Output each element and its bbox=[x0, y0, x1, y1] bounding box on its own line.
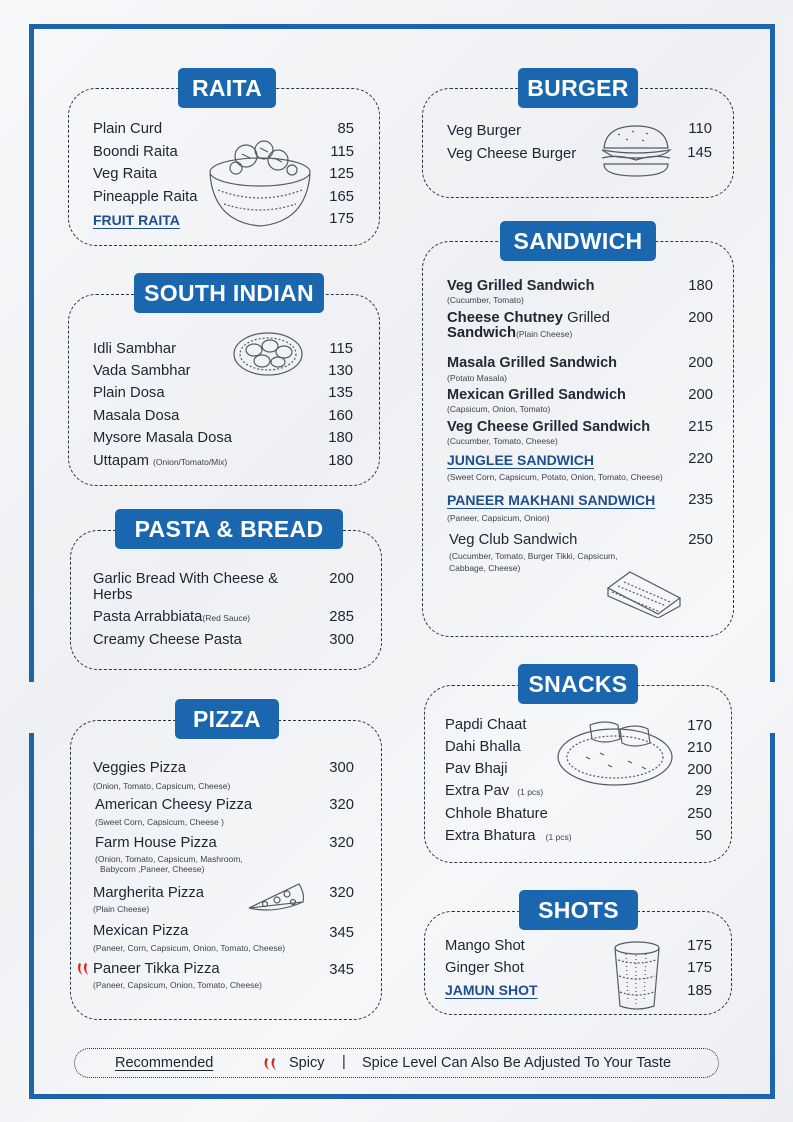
menu-item-desc: (Onion, Tomato, Capsicum, Mashroom, bbox=[95, 854, 243, 864]
menu-item-name: Veg Grilled Sandwich bbox=[447, 278, 595, 294]
menu-item-price: 170 bbox=[687, 718, 712, 734]
menu-item-name: Veg Raita bbox=[93, 166, 158, 182]
menu-item-price: 125 bbox=[329, 166, 354, 182]
menu-item-price: 110 bbox=[688, 121, 712, 137]
menu-item-name: Plain Curd bbox=[93, 121, 163, 137]
menu-item-label: Extra Bhatura bbox=[445, 828, 536, 844]
menu-item-name: Boondi Raita bbox=[93, 144, 178, 160]
menu-item-price: 285 bbox=[329, 609, 354, 625]
menu-item-name bbox=[447, 325, 572, 341]
menu-item-note: (Onion/Tomato/Mix) bbox=[153, 457, 228, 467]
menu-item-name: Veg Burger bbox=[447, 123, 522, 139]
burger-title: BURGER bbox=[518, 68, 638, 108]
menu-item-desc: (Cucumber, Tomato, Burger Tikki, Capsicum, bbox=[449, 551, 618, 561]
raita-title: RAITA bbox=[178, 68, 276, 108]
chili-icon bbox=[262, 1057, 282, 1071]
menu-item-price: 130 bbox=[328, 363, 353, 379]
menu-item-name: Masala Dosa bbox=[93, 408, 180, 424]
menu-item-name-recommended: PANEER MAKHANI SANDWICH bbox=[447, 492, 656, 508]
south-indian-title: SOUTH INDIAN bbox=[134, 273, 324, 313]
menu-item-price: 115 bbox=[330, 144, 354, 160]
menu-item-price: 200 bbox=[688, 355, 713, 371]
menu-item-price: 215 bbox=[688, 419, 713, 435]
idli-plate-icon bbox=[232, 330, 304, 378]
menu-item-price: 300 bbox=[329, 760, 354, 776]
menu-item-price: 180 bbox=[328, 453, 353, 469]
menu-item-name: Margherita Pizza bbox=[93, 885, 205, 901]
menu-item-name-recommended: FRUIT RAITA bbox=[93, 212, 180, 228]
menu-item-note: (1 pcs) bbox=[517, 787, 544, 797]
menu-item-name bbox=[445, 828, 572, 844]
menu-item-price: 50 bbox=[695, 828, 712, 844]
menu-item-price: 85 bbox=[337, 121, 354, 137]
menu-item-name: Veg Cheese Grilled Sandwich bbox=[447, 419, 651, 435]
menu-item-price: 145 bbox=[687, 145, 712, 161]
menu-item-desc: Babycorn ,Paneer, Cheese) bbox=[100, 864, 205, 874]
menu-item-name: Veg Club Sandwich bbox=[449, 532, 578, 548]
menu-item-desc: (Capsicum, Onion, Tomato) bbox=[447, 404, 551, 414]
menu-item-name: Garlic Bread With Cheese & Herbs bbox=[93, 571, 279, 603]
menu-item-label: Extra Pav bbox=[445, 783, 510, 799]
menu-item-price: 175 bbox=[329, 211, 354, 227]
menu-item-name: Mexican Pizza bbox=[93, 923, 189, 939]
menu-item-price: 345 bbox=[329, 925, 354, 941]
menu-item-label: Pasta Arrabbiata bbox=[93, 609, 203, 625]
menu-item-name: Farm House Pizza bbox=[95, 835, 217, 851]
menu-item-name bbox=[445, 783, 543, 799]
menu-item-desc: (Paneer, Capsicum, Onion, Tomato, Cheese) bbox=[93, 980, 262, 990]
menu-item-desc: (Cucumber, Tomato, Cheese) bbox=[447, 436, 558, 446]
menu-item-label: Uttapam bbox=[93, 453, 149, 469]
menu-item-price: 345 bbox=[329, 962, 354, 978]
shots-title: SHOTS bbox=[519, 890, 638, 930]
menu-item-name: Mexican Grilled Sandwich bbox=[447, 387, 626, 403]
menu-item-price: 200 bbox=[687, 762, 712, 778]
menu-item-name bbox=[447, 310, 610, 326]
menu-item-price: 200 bbox=[688, 387, 713, 403]
legend-spicy: Spicy bbox=[289, 1055, 325, 1071]
menu-item-name: Mysore Masala Dosa bbox=[93, 430, 232, 446]
menu-item-desc: (Paneer, Corn, Capsicum, Onion, Tomato, Cheese) bbox=[93, 943, 286, 953]
menu-item-price: 200 bbox=[329, 571, 354, 587]
menu-item-note: (1 pcs) bbox=[545, 832, 572, 842]
menu-item-desc: (Paneer, Capsicum, Onion) bbox=[447, 513, 550, 523]
raita-bowl-icon bbox=[206, 134, 314, 232]
menu-item-name bbox=[93, 609, 250, 625]
menu-item-desc: (Potato Masala) bbox=[447, 373, 507, 383]
menu-item-price: 175 bbox=[687, 938, 712, 954]
sandwich-title: SANDWICH bbox=[500, 221, 656, 261]
menu-item-note: (Plain Cheese) bbox=[516, 329, 573, 339]
snacks-title: SNACKS bbox=[518, 664, 638, 704]
menu-item-desc: Cabbage, Cheese) bbox=[449, 563, 521, 573]
menu-item-price: 250 bbox=[688, 532, 713, 548]
legend-separator: | bbox=[342, 1054, 346, 1070]
menu-item-name: Veg Cheese Burger bbox=[447, 146, 577, 162]
menu-item-name: Plain Dosa bbox=[93, 385, 165, 401]
burger-icon bbox=[598, 124, 674, 180]
pizza-title: PIZZA bbox=[175, 699, 279, 739]
menu-item-price: 235 bbox=[688, 492, 713, 508]
menu-item-name: Pav Bhaji bbox=[445, 761, 508, 777]
menu-item-desc: (Onion, Tomato, Capsicum, Cheese) bbox=[93, 781, 231, 791]
menu-item-name-recommended: JUNGLEE SANDWICH bbox=[447, 452, 595, 468]
shot-glass-icon bbox=[612, 940, 662, 1012]
menu-item-name: Veggies Pizza bbox=[93, 760, 186, 776]
menu-item-desc: (Sweet Corn, Capsicum, Potato, Onion, Tomato, Cheese) bbox=[447, 472, 663, 482]
menu-item-label: Cheese Chutney bbox=[447, 310, 563, 326]
menu-item-price: 250 bbox=[687, 806, 712, 822]
menu-item-label: Sandwich bbox=[447, 325, 517, 341]
menu-item-name: Ginger Shot bbox=[445, 960, 524, 976]
menu-item-price: 320 bbox=[329, 885, 354, 901]
menu-item-name: Pineapple Raita bbox=[93, 189, 198, 205]
menu-item-price: 300 bbox=[329, 632, 354, 648]
menu-item-price: 160 bbox=[328, 408, 353, 424]
menu-item-name: Creamy Cheese Pasta bbox=[93, 632, 242, 648]
menu-item-name-recommended: JAMUN SHOT bbox=[445, 982, 538, 998]
menu-item-desc: (Cucumber, Tomato) bbox=[447, 295, 524, 305]
menu-item-name: Masala Grilled Sandwich bbox=[447, 355, 618, 371]
legend-spice-note: Spice Level Can Also Be Adjusted To Your Taste bbox=[362, 1055, 672, 1071]
menu-item-price: 320 bbox=[329, 797, 354, 813]
menu-item-price: 320 bbox=[329, 835, 354, 851]
menu-item-price: 200 bbox=[688, 310, 713, 326]
menu-item-name: Chhole Bhature bbox=[445, 806, 548, 822]
menu-item-name: American Cheesy Pizza bbox=[95, 797, 253, 813]
menu-item-name bbox=[93, 453, 227, 469]
menu-item-price: 175 bbox=[687, 960, 712, 976]
menu-item-desc: (Sweet Corn, Capsicum, Cheese ) bbox=[95, 817, 224, 827]
menu-item-name: Paneer Tikka Pizza bbox=[93, 961, 220, 977]
chaat-plate-icon bbox=[556, 717, 674, 789]
sandwich-icon bbox=[604, 568, 684, 618]
legend-recommended: Recommended bbox=[115, 1055, 214, 1071]
chili-icon bbox=[76, 962, 92, 976]
menu-item-name: Idli Sambhar bbox=[93, 341, 177, 357]
menu-item-name: Dahi Bhalla bbox=[445, 739, 521, 755]
pasta-bread-title: PASTA & BREAD bbox=[115, 509, 343, 549]
menu-item-label: Grilled bbox=[567, 310, 610, 326]
pizza-slice-icon bbox=[247, 880, 307, 916]
menu-item-price: 115 bbox=[329, 341, 353, 357]
menu-item-price: 210 bbox=[687, 740, 712, 756]
menu-item-name: Vada Sambhar bbox=[93, 363, 191, 379]
menu-item-price: 180 bbox=[688, 278, 713, 294]
menu-item-note: (Red Sauce) bbox=[202, 613, 251, 623]
menu-item-price: 135 bbox=[328, 385, 353, 401]
menu-item-name: Papdi Chaat bbox=[445, 717, 527, 733]
menu-item-price: 165 bbox=[329, 189, 354, 205]
menu-item-name: Mango Shot bbox=[445, 938, 525, 954]
menu-item-desc: (Plain Cheese) bbox=[93, 904, 150, 914]
menu-item-price: 29 bbox=[695, 783, 712, 799]
menu-item-price: 180 bbox=[328, 430, 353, 446]
legend-bar bbox=[74, 1048, 719, 1078]
menu-item-price: 185 bbox=[687, 983, 712, 999]
menu-item-price: 220 bbox=[688, 451, 713, 467]
